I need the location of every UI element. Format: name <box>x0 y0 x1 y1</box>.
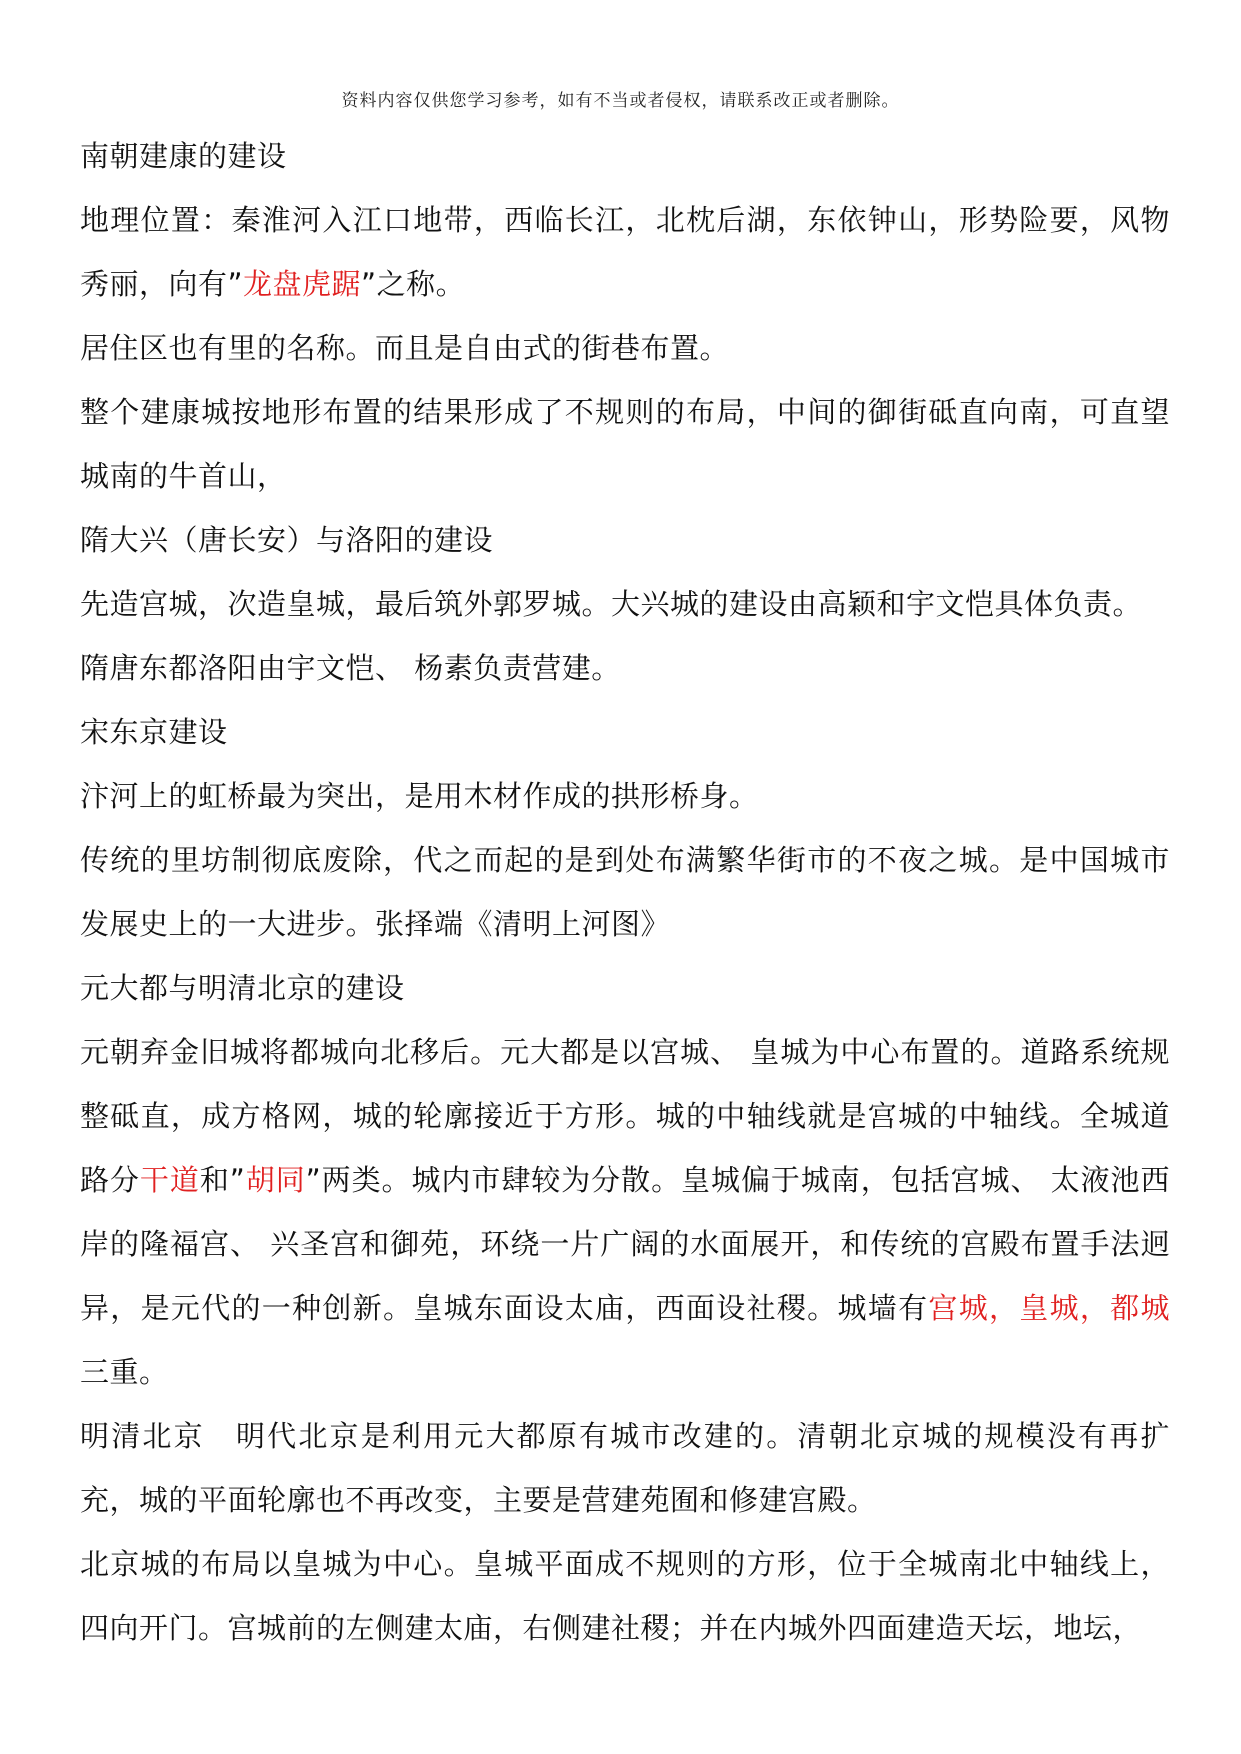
text-run: 隋唐东都洛阳由宇文恺、 杨素负责营建。 <box>80 651 621 685</box>
paragraph <box>80 316 1170 380</box>
text-run: 宋东京建设 <box>80 715 228 749</box>
paragraph <box>80 380 1170 508</box>
paragraph <box>80 764 1170 828</box>
paragraph <box>80 828 1170 956</box>
text-run: 居住区也有里的名称。而且是自由式的街巷布置。 <box>80 331 730 365</box>
paragraph <box>80 124 1170 188</box>
text-run: 南朝建康的建设 <box>80 139 287 173</box>
text-run: 北京城的布局以皇城为中心。皇城平面成不规则的方形，位于全城南北中轴线上，四向开门。宫城前的左侧建太庙，右侧建社稷；并在内城外四面建造天坛，地坛， <box>80 1547 1170 1645</box>
highlighted-term: 干道 <box>139 1163 200 1197</box>
text-run: ”之称。 <box>361 267 466 301</box>
text-run: 元朝弃金旧城将都城向北移后。元大都是以宫城、 皇城为中心布置的。道路系统规整砥直，成方格网，城的轮廓接近于方形。城的中轴线就是宫城的中轴线。全城道路分 <box>80 1035 1170 1197</box>
text-run: 地理位置：秦淮河入江口地带，西临长江，北枕后湖，东依钟山，形势险要，风物秀丽，向有” <box>80 203 1170 301</box>
text-run: 和” <box>199 1163 246 1197</box>
highlighted-term: 胡同 <box>245 1163 306 1197</box>
text-run: 隋大兴（唐长安）与洛阳的建设 <box>80 523 494 557</box>
text-run: 明清北京 明代北京是利用元大都原有城市改建的。清朝北京城的规模没有再扩充，城的平面轮廓也不再改变，主要是营建苑囿和修建宫殿。 <box>80 1419 1170 1517</box>
text-run: 先造宫城，次造皇城，最后筑外郭罗城。大兴城的建设由高颖和宇文恺具体负责。 <box>80 587 1143 621</box>
paragraph <box>80 956 1170 1020</box>
document-body <box>80 124 1170 1660</box>
text-run: ”两类。城内市肆较为分散。皇城偏于城南，包括宫城、 太液池西岸的隆福宫、 兴圣宫和御苑，环绕一片广阔的水面展开，和传统的宫殿布置手法迥异，是元代的一种创新。皇城东面设太庙，西面设社稷。城墙有 <box>80 1163 1170 1325</box>
text-run: 汴河上的虹桥最为突出，是用木材作成的拱形桥身。 <box>80 779 759 813</box>
paragraph <box>80 700 1170 764</box>
paragraph <box>80 572 1170 636</box>
highlighted-term: 龙盘虎踞 <box>243 267 362 301</box>
paragraph <box>80 636 1170 700</box>
text-run: 三重。 <box>80 1355 169 1389</box>
paragraph <box>80 1020 1170 1404</box>
paragraph <box>80 1404 1170 1532</box>
text-run: 元大都与明清北京的建设 <box>80 971 405 1005</box>
text-run: 整个建康城按地形布置的结果形成了不规则的布局，中间的御街砥直向南，可直望城南的牛首山， <box>80 395 1170 493</box>
paragraph <box>80 1532 1170 1660</box>
paragraph <box>80 508 1170 572</box>
paragraph <box>80 188 1170 316</box>
highlighted-term: 宫城，皇城，都城 <box>928 1291 1170 1325</box>
header-disclaimer: 资料内容仅供您学习参考，如有不当或者侵权，请联系改正或者删除。 <box>341 91 900 111</box>
text-run: 传统的里坊制彻底废除，代之而起的是到处布满繁华街市的不夜之城。是中国城市发展史上的一大进步。张择端《清明上河图》 <box>80 843 1170 941</box>
